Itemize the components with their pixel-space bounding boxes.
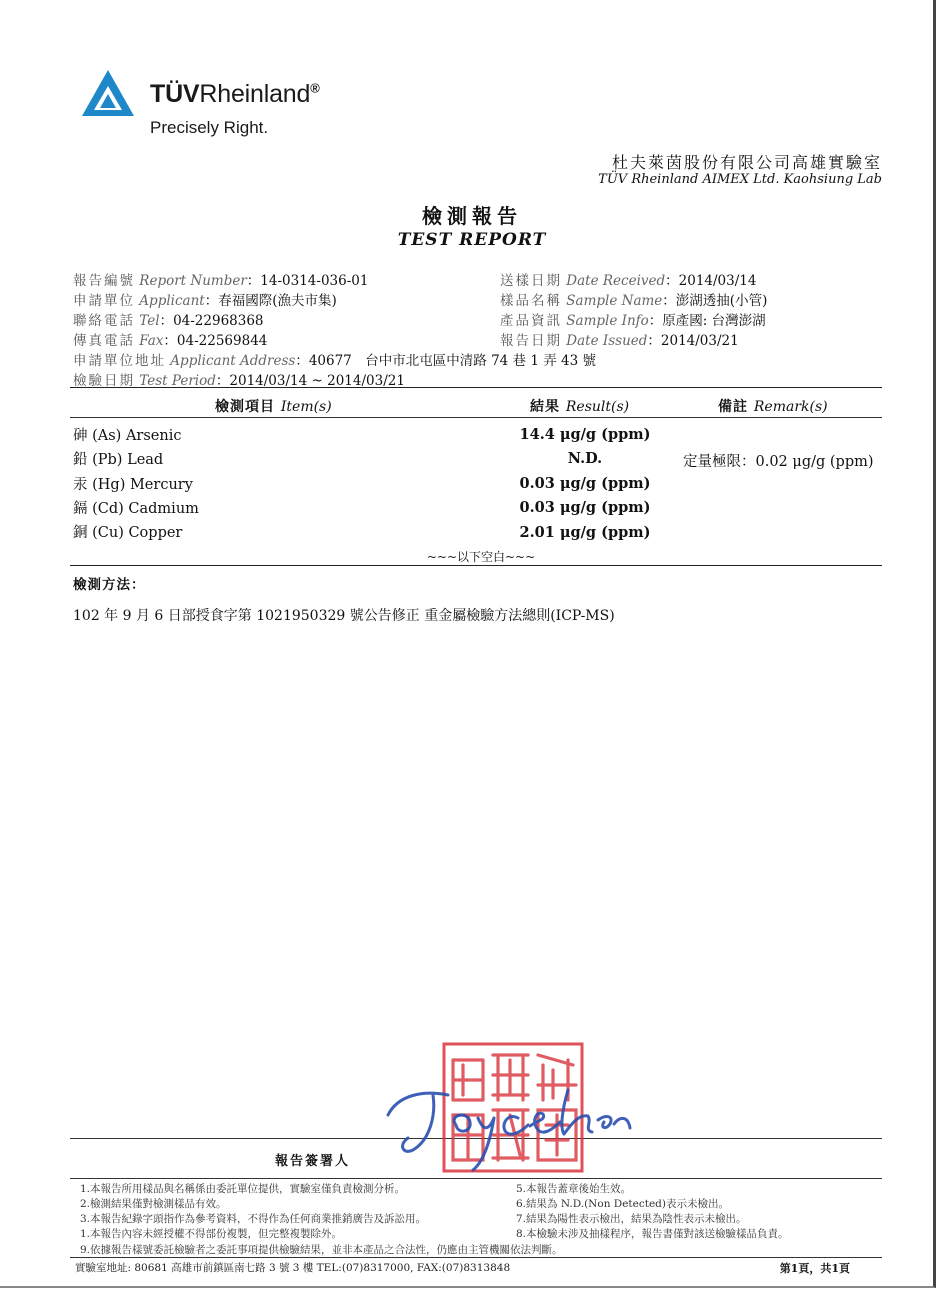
- table-row-item: 鉛 (Pb) Lead: [73, 452, 164, 468]
- fax-line: 傳真電話 Fax：04-22569844: [73, 333, 268, 349]
- date-received-line: 送樣日期 Date Received：2014/03/14: [500, 273, 757, 289]
- note-line: 8.本檢驗未涉及抽樣程序，報告書僅對該送檢驗樣品負責。: [516, 1228, 789, 1240]
- table-row-result: 0.03 μg/g (ppm): [519, 475, 651, 492]
- method-text: 102 年 9 月 6 日部授食字第 1021950329 號公告修正 重金屬檢驗方法總則(ICP-MS): [73, 608, 615, 624]
- applicant-line: 申請單位 Applicant：春福國際(漁夫市集): [73, 293, 337, 309]
- report-title-en: TEST REPORT: [397, 230, 547, 250]
- lab-name-zh: 杜夫萊茵股份有限公司高雄實驗室: [611, 153, 882, 172]
- end-of-results-marker: ~~~以下空白~~~: [426, 550, 536, 564]
- sample-info-line: 產品資訊 Sample Info：原產國: 台灣澎湖: [500, 313, 766, 329]
- table-top-rule: [70, 387, 882, 388]
- table-header-rule: [70, 417, 882, 418]
- note-line: 7.結果為陽性表示檢出，結果為陰性表示未檢出。: [516, 1213, 747, 1225]
- brand-name: TÜVRheinland®: [150, 80, 320, 108]
- note-line: 1.本報告內容未經授權不得部份複製，但完整複製除外。: [80, 1228, 343, 1240]
- test-period-value: 2014/03/14 ~ 2014/03/21: [229, 373, 405, 389]
- table-bottom-rule: [70, 565, 882, 566]
- table-row-item: 汞 (Hg) Mercury: [73, 477, 193, 493]
- sample-name-value: 澎湖透抽(小管): [675, 293, 768, 309]
- remark-detection-limit: 定量極限：0.02 μg/g (ppm): [683, 454, 874, 470]
- note-line: 9.依據報告樣號委託檢驗者之委託事項提供檢驗結果，並非本產品之合法性，仍應由主管機關依法判斷。: [80, 1244, 563, 1256]
- brand-slogan: Precisely Right.: [150, 118, 269, 137]
- note-line: 6.結果為 N.D.(Non Detected)表示未檢出。: [516, 1198, 729, 1210]
- handwritten-signature: [378, 1070, 638, 1180]
- header-item: 檢測項目 Item(s): [215, 399, 332, 415]
- applicant-value: 春福國際(漁夫市集): [218, 293, 337, 309]
- date-issued-value: 2014/03/21: [660, 333, 739, 349]
- header-remark: 備註 Remark(s): [718, 399, 828, 415]
- date-issued-line: 報告日期 Date Issued：2014/03/21: [500, 333, 739, 349]
- tuv-logo-triangle-icon: [80, 68, 136, 118]
- signatory-label: 報告簽署人: [275, 1154, 351, 1169]
- method-label: 檢測方法：: [73, 577, 146, 593]
- table-row-result: 14.4 μg/g (ppm): [519, 426, 651, 443]
- address-value: 40677 台中市北屯區中清路 74 巷 1 弄 43 號: [308, 353, 596, 369]
- note-line: 1.本報告所用樣品與名稱係由委託單位提供，實驗室僅負責檢測分析。: [80, 1183, 406, 1195]
- tel-value: 04-22968368: [173, 313, 264, 329]
- lab-address-footer: 實驗室地址: 80681 高雄市前鎮區南七路 3 號 3 樓 TEL:(07)8317000, FAX:(07)8313848: [75, 1262, 511, 1274]
- address-line: 申請單位地址 Applicant Address：40677 台中市北屯區中清路 74 巷 1 弄 43 號: [73, 353, 596, 369]
- notes-bottom-rule: [70, 1257, 882, 1258]
- report-number-line: 報告編號 Report Number：14-0314-036-01: [73, 273, 369, 289]
- fax-value: 04-22569844: [176, 333, 268, 349]
- note-line: 3.本報告紀錄字頭指作為參考資料，不得作為任何商業推銷廣告及訴訟用。: [80, 1213, 427, 1225]
- table-row-result: N.D.: [567, 450, 603, 467]
- header-result: 結果 Result(s): [530, 399, 630, 415]
- table-row-item: 鎘 (Cd) Cadmium: [73, 501, 199, 517]
- report-number-value: 14-0314-036-01: [260, 273, 369, 289]
- sample-name-line: 樣品名稱 Sample Name：澎湖透抽(小管): [500, 293, 768, 309]
- table-row-item: 砷 (As) Arsenic: [73, 428, 182, 444]
- report-title-zh: 檢測報告: [422, 204, 522, 228]
- table-row-result: 0.03 μg/g (ppm): [519, 499, 651, 516]
- note-line: 2.檢測結果僅對檢測樣品有效。: [80, 1198, 227, 1210]
- notes-top-rule: [70, 1178, 882, 1179]
- sample-info-value: 原產國: 台灣澎湖: [662, 313, 766, 329]
- page-number: 第1頁，共1頁: [779, 1262, 850, 1275]
- date-received-value: 2014/03/14: [678, 273, 757, 289]
- lab-name-en: TÜV Rheinland AIMEX Ltd. Kaohsiung Lab: [598, 172, 882, 187]
- table-row-item: 銅 (Cu) Copper: [73, 525, 183, 541]
- note-line: 5.本報告蓋章後始生效。: [516, 1183, 632, 1195]
- test-period-line: 檢驗日期 Test Period：2014/03/14 ~ 2014/03/21: [73, 373, 405, 389]
- tel-line: 聯絡電話 Tel：04-22968368: [73, 313, 264, 329]
- table-row-result: 2.01 μg/g (ppm): [519, 524, 651, 541]
